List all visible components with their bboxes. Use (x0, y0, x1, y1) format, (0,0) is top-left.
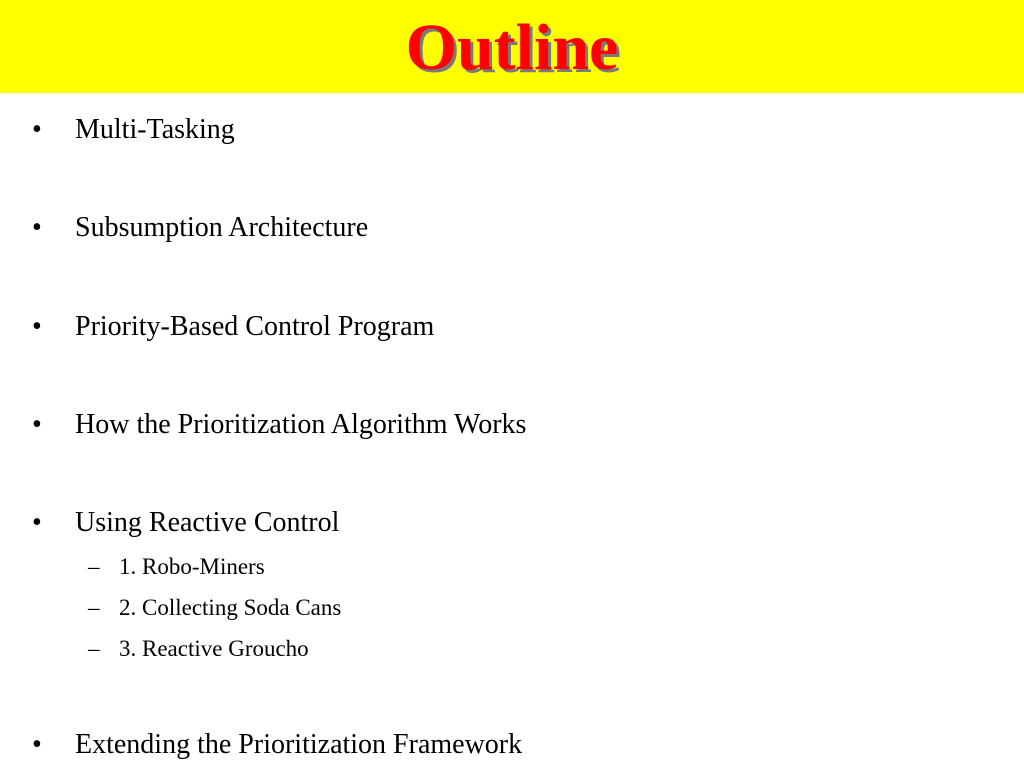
dash-icon: – (88, 595, 100, 620)
bullet-icon: • (32, 507, 42, 538)
dash-icon: – (88, 636, 100, 661)
outline-item-label: Extending the Prioritization Framework (75, 729, 523, 760)
outline-subitem-label: 2. Collecting Soda Cans (119, 595, 342, 620)
outline-item-label: How the Prioritization Algorithm Works (75, 409, 527, 440)
outline-item-label: Using Reactive Control (75, 507, 340, 538)
outline-item-label: Priority-Based Control Program (75, 311, 435, 342)
outline-item-label: Subsumption Architecture (75, 212, 369, 243)
title-bar (0, 0, 1024, 93)
outline-subitem-label: 1. Robo-Miners (119, 554, 265, 579)
bullet-icon: • (32, 311, 42, 342)
outline-item-label: Multi-Tasking (75, 114, 235, 145)
outline-subitem-label: 3. Reactive Groucho (119, 636, 309, 661)
bullet-icon: • (32, 212, 42, 243)
bullet-icon: • (32, 114, 42, 145)
slide-title: Outline (405, 11, 619, 84)
bullet-icon: • (32, 729, 42, 760)
dash-icon: – (88, 554, 100, 579)
bullet-icon: • (32, 409, 42, 440)
